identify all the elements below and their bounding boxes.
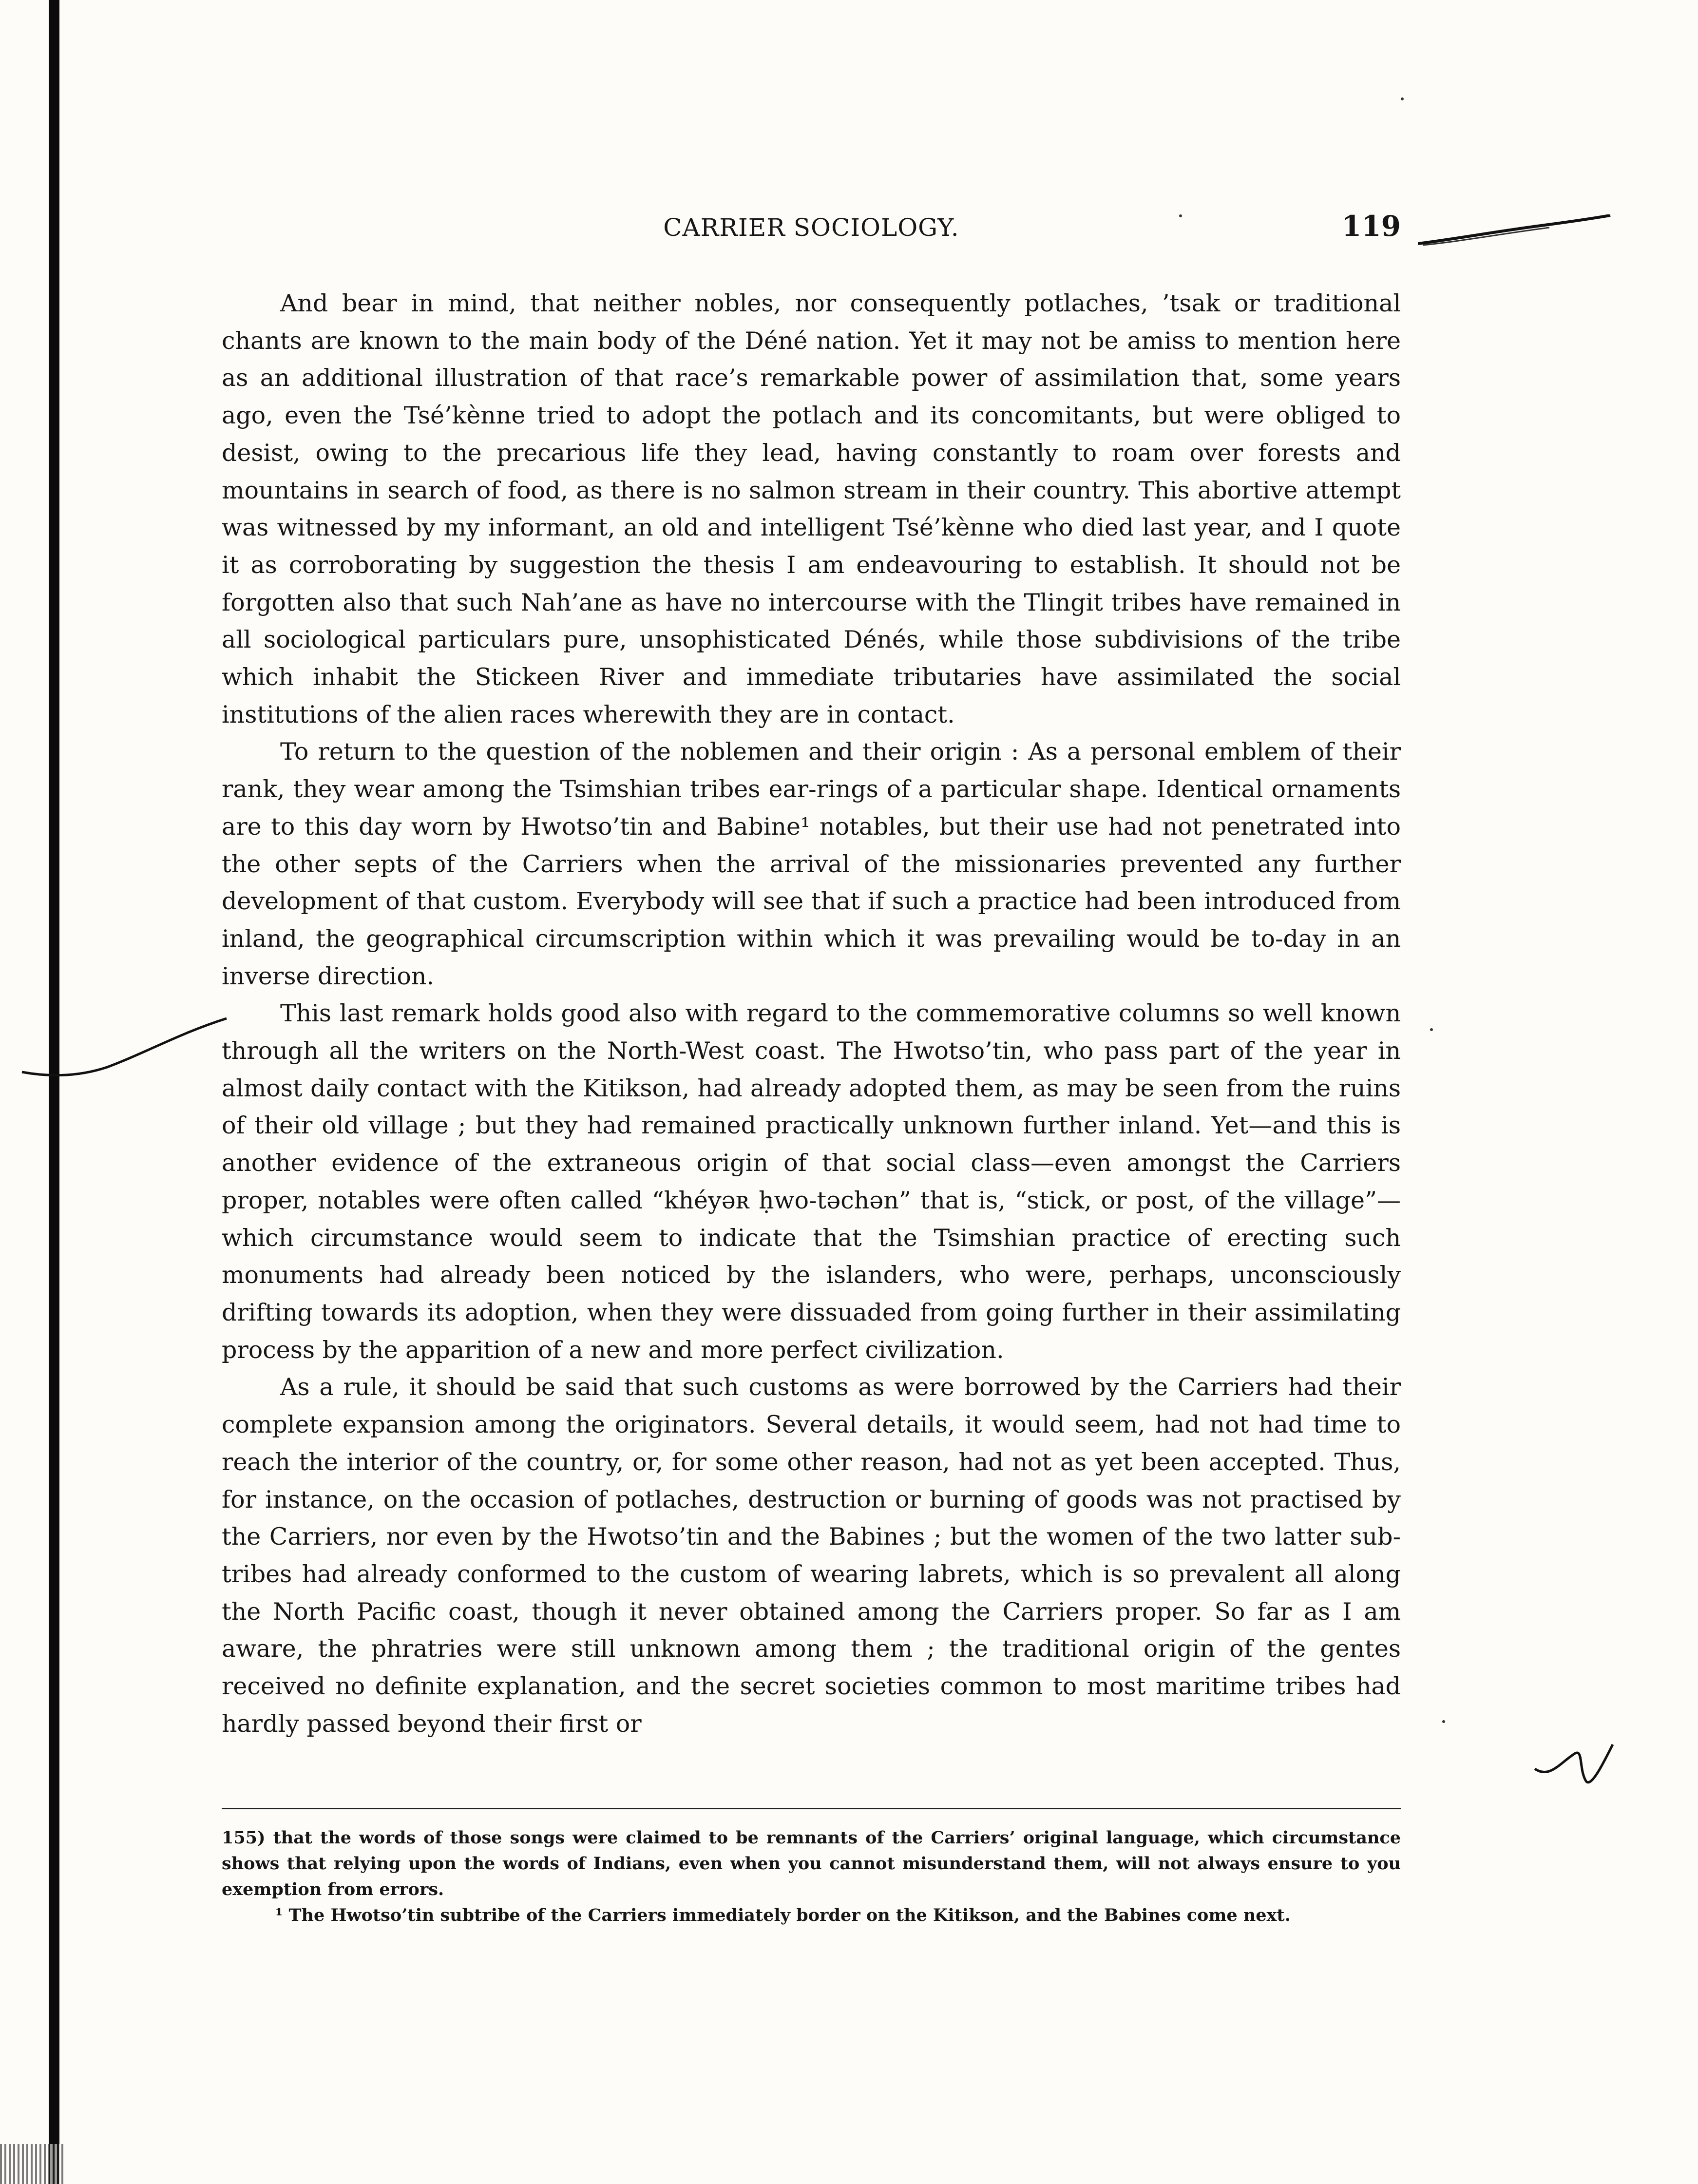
speck: [1401, 97, 1404, 100]
paragraph: To return to the question of the noblemen and their origin : As a personal emblem of their rank, they wear among the Tsimshian tribes ear-rings of a particular shape. Identical ornaments are to this day worn by Hwotso’tin and Babine¹ notables, but their use had not penetrated into the other septs of the Carriers when the arrival of the missionaries prevented any further development of that custom. Everybody will see that if such a practice had been introduced from inland, the geographical circumscription within which it was prevailing would be to-day in an inverse direction.: [222, 738, 1401, 990]
footnote: ¹ The Hwotso’tin subtribe of the Carriers immediately border on the Kitikson, and the Babines come next.: [275, 1905, 1291, 1925]
document-page: [222, 210, 1401, 2012]
pen-stroke-mark: [1418, 214, 1613, 249]
footnotes: [222, 1825, 1401, 1928]
page-header: [222, 210, 1401, 253]
scan-noise: [0, 2144, 63, 2184]
footnote-divider: [222, 1808, 1401, 1809]
paragraph: And bear in mind, that neither nobles, nor consequently potlaches, ’tsak or traditional chants are known to the main body of the Déné nation. Yet it may not be amiss to mention here as an additional illustration of that race’s remarkable power of assimilation that, some years ago, even the Tsé’kènne tried to adopt the potlach and its concomitants, but were obliged to desist, owing to the precarious life they lead, having constantly to roam over forests and mountains in search of food, as there is no salmon stream in their country. This abortive attempt was witnessed by my informant, an old and intelligent Tsé’kènne who died last year, and I quote it as corroborating by suggestion the thesis I am endeavouring to establish. It should not be forgotten also that such Nah’ane as have no intercourse with the Tlingit tribes have remained in all sociological particulars pure, unsophisticated Dénés, while those subdivisions of the tribe which inhabit the Stickeen River and immediate tributaries have assimilated the social institutions of the alien races wherewith they are in contact.: [222, 289, 1401, 728]
body-text: [222, 285, 1401, 1743]
speck: [1442, 1720, 1445, 1723]
binding-edge: [49, 0, 59, 2184]
running-title: CARRIER SOCIOLOGY.: [663, 213, 959, 242]
speck: [1430, 1028, 1433, 1031]
pen-bracket-mark: [19, 1004, 229, 1082]
page-number: 119: [1341, 210, 1401, 243]
paragraph: This last remark holds good also with regard to the commemorative columns so well known through all the writers on the North-West coast. The Hwotso’tin, who pass part of the year in almost daily contact with the Kitikson, had already adopted them, as may be seen from the ruins of their old village ; but they had remained practically unknown further inland. Yet—and this is another evidence of the extraneous origin of that social class—even amongst the Carriers proper, notables were often called “khéyəʀ ḥwo-təchən” that is, “stick, or post, of the village”—which circumstance would seem to indicate that the Tsimshian practice of erecting such monuments had already been noticed by the islanders, who were, perhaps, unconsciously drifting towards its adoption, when they were dissuaded from going further in their assimilating process by the apparition of a new and more perfect civilization.: [222, 999, 1401, 1364]
pen-squiggle-mark: [1530, 1735, 1618, 1793]
paragraph: As a rule, it should be said that such customs as were borrowed by the Carriers had their complete expansion among the originators. Several details, it would seem, had not had time to reach the interior of the country, or, for some other reason, had not as yet been accepted. Thus, for instance, on the occasion of potlaches, destruction or burning of goods was not practised by the Carriers, nor even by the Hwotso’tin and the Babines ; but the women of the two latter sub-tribes had already conformed to the custom of wearing labrets, which is so prevalent all along the North Pacific coast, though it never obtained among the Carriers proper. So far as I am aware, the phratries were still unknown among them ; the traditional origin of the gentes received no definite explanation, and the secret societies common to most maritime tribes had hardly passed beyond their first or: [222, 1373, 1401, 1738]
footnote: 155) that the words of those songs were claimed to be remnants of the Carriers’ original language, which circumstance shows that relying upon the words of Indians, even when you cannot misunderstand them, will not always ensure to you exemption from errors.: [222, 1828, 1401, 1899]
